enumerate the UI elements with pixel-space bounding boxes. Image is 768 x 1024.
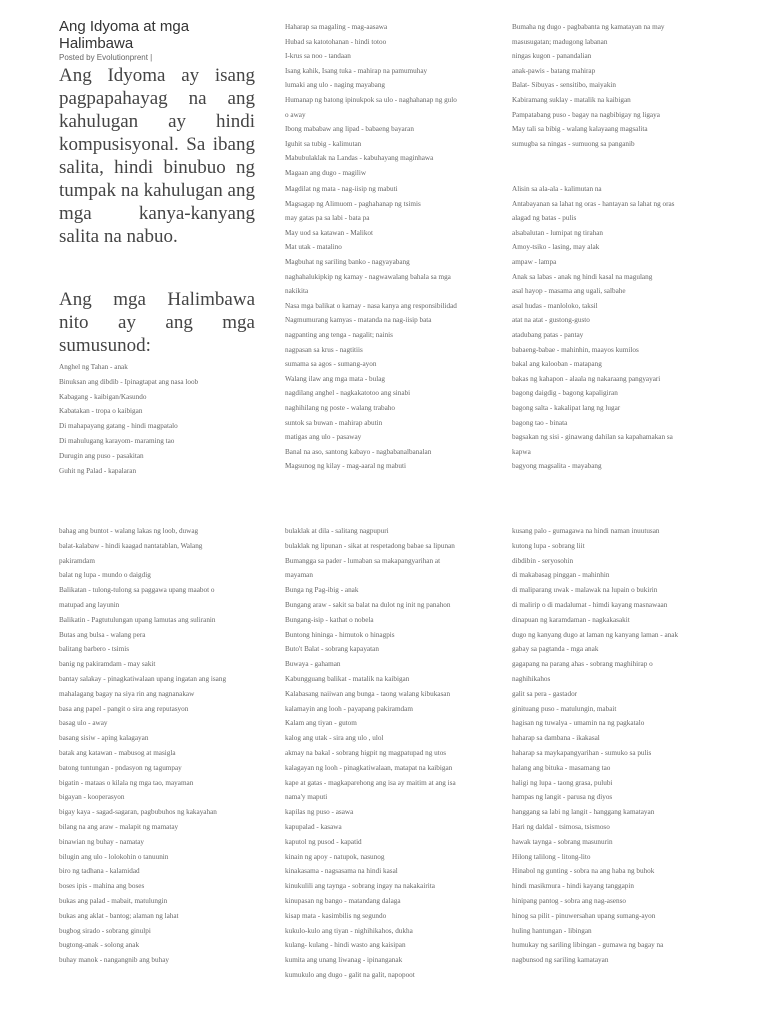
idiom-entry: bahag ang buntot - walang lakas ng loob, duwag xyxy=(59,527,199,535)
idiom-entry: bakas ng kahapon - alaala ng nakaraang pangyayari xyxy=(512,374,661,383)
idiom-entry: nagpasan sa krus - nagtitiis xyxy=(285,345,363,354)
idiom-entry: Amoy-tsiko - lasing, may alak xyxy=(512,243,600,252)
idiom-entry: bantay salakay - pinagkatiwalaan upang ingatan ang isang xyxy=(59,674,227,683)
idiom-entry: bigatin - mataas o kilala ng mga tao, mayaman xyxy=(59,778,194,787)
idiom-entry: Kalam ang tiyan - gutom xyxy=(285,719,357,728)
idiom-entry: batong tuntungan - pndasyon ng tagumpay xyxy=(59,763,182,772)
idiom-entry: Magdilat ng mata - nag-iisip ng mabuti xyxy=(285,185,398,193)
idiom-entry: kumukulo ang dugo - galit na galit, napopoot xyxy=(285,970,415,979)
idiom-entry: kalagayan ng looh - pinagkatiwalaan, matapat na kaibigan xyxy=(285,763,453,772)
idiom-entry: galit sa pera - gastador xyxy=(512,689,578,698)
idiom-entry: Bumangga sa pader - lumaban sa makapangyarihan at xyxy=(285,556,441,565)
idiom-entry: kinain ng apoy - natupok, nasunog xyxy=(285,852,385,861)
idiom-entry: huling hantungan - libingan xyxy=(512,926,592,935)
idiom-entry: gagapang na parang ahas - sobrang maghihirap o xyxy=(512,660,653,669)
idiom-entry: banig ng pakiramdam - may sakit xyxy=(59,660,156,669)
idiom-entry: Banal na aso, santong kabayo - nagbabanalbanalan xyxy=(285,447,432,456)
idiom-entry: atadubang patas - pantay xyxy=(512,330,584,339)
idiom-entry: kulang- kulang - hindi wasto ang kaisipan xyxy=(285,941,406,950)
idiom-entry: haharap sa dambana - ikakasal xyxy=(512,734,600,743)
idiom-entry: balat ng lupa - mundo o daigdig xyxy=(59,571,151,580)
idiom-entry: kapwa xyxy=(512,447,531,456)
idiom-entry: Bungang araw - sakit sa balat na dulot ng init ng panahon xyxy=(285,600,451,609)
idiom-entry: kumita ang unang liwanag - ipinanganak xyxy=(285,956,403,965)
idiom-entry: Walang ilaw ang mga mata - bulag xyxy=(285,374,386,383)
idiom-entry: matigas ang ulo - pasaway xyxy=(285,433,362,442)
idiom-entry: bulaklak at dila - salitang nagpupuri xyxy=(285,527,389,535)
idiom-entry: I-krus sa noo - tandaan xyxy=(285,52,351,61)
idiom-entry: Magaan ang dugo - magiliw xyxy=(285,168,367,177)
idiom-entry: Balikatan - tulong-tulong sa paggawa upang maabot o xyxy=(59,586,215,595)
idiom-entry: Di mahapayang gatang - hindi magpatalo xyxy=(59,422,178,431)
idiom-entry: Butas ang bulsa - walang pera xyxy=(59,630,146,639)
idiom-entry: Ibong mababaw ang lipad - babaeng bayaran xyxy=(285,125,414,134)
idiom-list-top-right-a xyxy=(512,20,712,151)
idiom-entry: Hari ng daldal - tsimosa, tsismoso xyxy=(512,822,610,831)
idiom-entry: bukas ang aklat - bantog; alaman ng lahat xyxy=(59,911,179,920)
idiom-entry: Iguhit sa tubig - kalimutan xyxy=(285,139,362,148)
idiom-entry: balitang barbero - tsimis xyxy=(59,645,130,654)
idiom-entry: Hinabol ng gunting - sobra na ang haba ng buhok xyxy=(512,867,655,876)
idiom-entry: hawak taynga - sobrang masunurin xyxy=(512,837,613,846)
idiom-entry: Humanap ng batong ipinukpok sa ulo - naghahanap ng gulo xyxy=(285,95,457,104)
idiom-entry: bulaklak ng lipunan - sikat at respetadong babae sa lipunan xyxy=(285,541,455,550)
idiom-entry: bukas ang palad - mabait, matulungin xyxy=(59,896,168,905)
idiom-entry: bagyong magsalita - mayabang xyxy=(512,462,602,471)
idiom-entry: Hubad sa katotohanan - hindi totoo xyxy=(285,37,387,46)
idiom-list-top-mid-b xyxy=(285,182,490,474)
idiom-entry: Buwaya - gahaman xyxy=(285,660,341,669)
idiom-entry: kapupalad - kasawa xyxy=(285,822,342,831)
idiom-list-bottom-mid xyxy=(285,524,490,983)
idiom-entry: di maliparang uwak - malawak na lupain o bukirin xyxy=(512,586,658,595)
idiom-list-bottom-right xyxy=(512,524,712,968)
idiom-entry: nama'y maputi xyxy=(285,793,328,802)
title-line-1: Ang Idyoma at mga xyxy=(59,18,190,35)
idiom-entry: Antabayanan sa lahat ng oras - hantayan sa lahat ng oras xyxy=(512,199,675,208)
idiom-entry: dugo ng kanyang dugo at laman ng kanyang laman - anak xyxy=(512,630,679,639)
idiom-entry: gabay sa pagtanda - mga anak xyxy=(512,645,599,654)
idiom-entry: Bumaha ng dugo - pagbabanta ng kamatayan na may xyxy=(512,23,665,31)
idiom-entry: basa ang papel - pangit o sira ang reputasyon xyxy=(59,704,189,713)
title-line-2: Halimbawa xyxy=(59,35,134,52)
posted-by: Posted by Evolutionprent | xyxy=(59,53,153,62)
idiom-entry: Guhit ng Palad - kapalaran xyxy=(59,466,137,475)
idiom-entry: nagbunsod ng sariling kamatayan xyxy=(512,956,609,965)
idiom-entry: alagad ng batas - pulis xyxy=(512,214,577,223)
idiom-entry: nagpanting ang tenga - nagalit; nainis xyxy=(285,330,393,339)
idiom-entry: Nagmumurang kamyas - matanda na nag-iisip bata xyxy=(285,316,432,325)
idiom-entry: may gatas pa sa labi - bata pa xyxy=(285,214,370,223)
idiom-entry: alsabalutan - lumipat ng tirahan xyxy=(512,228,604,237)
idiom-entry: balat-kalabaw - hindi kaagad nantatablan, Walang xyxy=(59,541,203,550)
idiom-entry: buhay manok - nangangnib ang buhay xyxy=(59,956,169,965)
idiom-entry: sumama sa agos - sumang-ayon xyxy=(285,360,377,369)
idiom-entry: di malirip o di madalumat - himdi kayang masnawaan xyxy=(512,600,668,609)
idiom-entry: Pampatabang puso - bagay na nagbibigay ng ligaya xyxy=(512,110,660,119)
idiom-entry: matupad ang layunin xyxy=(59,600,120,609)
idiom-entry: asal hudas - manloloko, taksil xyxy=(512,301,598,310)
idiom-entry: akmay na bakal - sobrang higpit ng magpatupad ng utos xyxy=(285,748,447,757)
idiom-entry: ampaw - lampa xyxy=(512,257,557,266)
idiom-entry: Di mahulugang karayom- maraming tao xyxy=(59,436,175,445)
idiom-entry: bagong tao - binata xyxy=(512,418,568,427)
idiom-entry: Magbuhat ng sariling banko - nagyayabang xyxy=(285,257,410,266)
idiom-entry: dibdibin - seryosohin xyxy=(512,556,574,565)
idiom-entry: Anghel ng Tahan - anak xyxy=(59,363,128,371)
idiom-entry: masusugatan; madugong labanan xyxy=(512,37,608,46)
idiom-entry: Binuksan ang dibdib - Ipinagtapat ang nasa loob xyxy=(59,377,199,386)
article-title xyxy=(59,18,259,52)
idiom-entry: babaeng-babae - mahinhin, maayos kumilos xyxy=(512,345,639,354)
idiom-entry: Balat- Sibuyas - sensitibo, maiyakin xyxy=(512,81,617,90)
idiom-entry: asal hayop - masama ang ugali, salbahe xyxy=(512,287,626,296)
idiom-entry: halang ang bituka - masamang tao xyxy=(512,763,611,772)
idiom-entry: bilugin ang ulo - lolokohin o tanuunin xyxy=(59,852,169,861)
idiom-entry: basag ulo - away xyxy=(59,719,108,728)
idiom-entry: May tali sa bibig - walang kalayaang magsalita xyxy=(512,125,648,134)
idiom-entry: Magsunog ng kilay - mag-aaral ng mabuti xyxy=(285,462,406,471)
idiom-list-bottom-left xyxy=(59,524,264,968)
idiom-entry: Kabagang - kaibigan/Kasundo xyxy=(59,392,147,401)
idiom-entry: kinukulili ang taynga - sobrang ingay na nakakairita xyxy=(285,882,435,891)
idiom-entry: atat na atat - gustong-gusto xyxy=(512,316,590,325)
idiom-entry: naghihilang ng poste - walang trabaho xyxy=(285,403,395,412)
idiom-entry: Mat utak - matalino xyxy=(285,243,342,252)
idiom-entry: bagong salta - kakalipat lang ng lugar xyxy=(512,403,621,412)
idiom-entry: Isang kahik, Isang tuka - mahirap na pamumuhay xyxy=(285,66,428,75)
idiom-entry: Buntong hininga - himutok o hinagpis xyxy=(285,630,395,639)
idiom-entry: kinupasan ng bango - matandang dalaga xyxy=(285,896,401,905)
idiom-entry: hinipang pantog - sobra ang nag-asenso xyxy=(512,896,626,905)
idiom-entry: Mabubulaklak na Landas - kabuhayang maginhawa xyxy=(285,154,434,163)
idiom-entry: sumugba sa ningas - sumuong sa panganib xyxy=(512,139,635,148)
idiom-entry: hanggang sa labi ng langit - hanggang kamatayan xyxy=(512,808,655,817)
idiom-entry: Kalabasang naiiwan ang bunga - taong walang kibukasan xyxy=(285,689,451,698)
idiom-entry: Bungang-isip - kathat o nobela xyxy=(285,615,374,624)
idiom-entry: bigay kaya - sagad-sagaran, pagbubuhos ng kakayahan xyxy=(59,808,217,817)
idiom-list-top-left xyxy=(59,360,259,478)
idiom-entry: Alisin sa ala-ala - kalimutan na xyxy=(512,185,602,193)
idiom-entry: boses ipis - mahina ang boses xyxy=(59,882,145,891)
idiom-entry: Kabiramang suklay - matalik na kaibigan xyxy=(512,95,631,104)
idiom-entry: biro ng tadhana - kalamidad xyxy=(59,867,140,876)
idiom-entry: kisap mata - kasimbilis ng segundo xyxy=(285,911,387,920)
idiom-entry: Balikatin - Pagtutulungan upang lamutas ang suliranin xyxy=(59,615,216,624)
idiom-entry: Kabungguang balikat - matalik na kaibigan xyxy=(285,674,410,683)
idiom-entry: Hilong talilong - litong-lito xyxy=(512,852,591,861)
idiom-entry: kutong lupa - sobrang liit xyxy=(512,541,585,550)
idiom-entry: kalog ang utak - sira ang ulo , ulol xyxy=(285,734,384,743)
idiom-entry: kaputol ng pusod - kapatid xyxy=(285,837,362,846)
idiom-entry: binawian ng buhay - namatay xyxy=(59,837,145,846)
idiom-entry: kinakasama - nagsasama na hindi kasal xyxy=(285,867,398,876)
idiom-entry: Durugin ang puso - pasakitan xyxy=(59,451,144,460)
idiom-entry: hindi masikmura - hindi kayang tanggapin xyxy=(512,882,634,891)
idiom-entry: dinapuan ng karamdaman - nagkakasakit xyxy=(512,615,630,624)
idiom-entry: di makabasag pinggan - mahinhin xyxy=(512,571,610,580)
idiom-entry: humukay ng sariling libingan - gumawa ng bagay na xyxy=(512,941,664,950)
idiom-entry: kalamayin ang looh - payapang pakiramdam xyxy=(285,704,413,713)
idiom-entry: pakiramdam xyxy=(59,556,95,565)
idiom-entry: mahalagang bagay na siya rin ang nagnanakaw xyxy=(59,689,195,698)
idiom-entry: Anak sa labas - anak ng hindi kasal na magulang xyxy=(512,272,653,281)
idiom-entry: May uod sa katawan - Malikot xyxy=(285,228,374,237)
idiom-entry: Nasa mga balikat o kamay - nasa kanya ang responsibilidad xyxy=(285,301,457,310)
idiom-entry: hagisan ng tuwalya - umamin na ng pagkatalo xyxy=(512,719,645,728)
idiom-entry: bilang na ang araw - malapit ng mamatay xyxy=(59,822,179,831)
idiom-entry: kapilas ng puso - asawa xyxy=(285,808,354,817)
idiom-entry: naghahalukipkip ng kamay - nagwawalang bahala sa mga xyxy=(285,272,451,281)
idiom-entry: Magsagap ng Alimuom - paghahanap ng tsimis xyxy=(285,199,421,208)
idiom-entry: naghihikahos xyxy=(512,674,551,683)
idiom-entry: anak-pawis - batang mahirap xyxy=(512,66,596,75)
idiom-entry: Bunga ng Pag-ibig - anak xyxy=(285,586,359,595)
idiom-entry: basang sisiw - aping kalagayan xyxy=(59,734,149,743)
idiom-entry: bugbog sirado - sobrang ginulpi xyxy=(59,926,151,935)
idiom-entry: batak ang katawan - mabusog at masigla xyxy=(59,748,176,757)
idiom-entry: mayaman xyxy=(285,571,313,580)
idiom-entry: bigayan - kooperasyon xyxy=(59,793,125,802)
idiom-entry: Kabatakan - tropa o kaibigan xyxy=(59,407,143,416)
idiom-entry: hampas ng langit - parusa ng diyos xyxy=(512,793,613,802)
idiom-entry: bakal ang kalooban - matapang xyxy=(512,360,602,369)
idiom-entry: hinog sa pilit - pinuwersahan upang sumang-ayon xyxy=(512,911,656,920)
idiom-entry: bagong daigdig - bagong kapaligiran xyxy=(512,389,618,398)
idiom-entry: lumaki ang ulo - naging mayabang xyxy=(285,81,386,90)
idiom-list-top-mid-a xyxy=(285,20,490,181)
idiom-entry: kusang palo - gumagawa na hindi naman inuutusan xyxy=(512,527,660,535)
idiom-entry: haligi ng lupa - taong grasa, pulubi xyxy=(512,778,613,787)
idiom-entry: ningas kugon - panandalian xyxy=(512,52,592,61)
idiom-entry: o away xyxy=(285,110,306,119)
idiom-list-top-right-b xyxy=(512,182,712,474)
idiom-entry: bagsakan ng sisi - ginawang dahilan sa kapahamakan sa xyxy=(512,433,673,442)
idiom-entry: bugtong-anak - solong anak xyxy=(59,941,140,950)
idiom-entry: kukulo-kulo ang tiyan - nighihikahos, dukha xyxy=(285,926,413,935)
intro-paragraph: Ang Idyoma ay isang pagpapahayag na ang kahulugan ay hindi kompusisyonal. Sa ibang salita, hindi binubuo ng tumpak na kahulugan ang mga kanya-kanyang salita na nabuo. xyxy=(59,65,255,247)
idiom-entry: nakikita xyxy=(285,287,309,296)
examples-heading: Ang mga Halimbawa nito ay ang mga sumusunod: xyxy=(59,289,255,356)
idiom-entry: haharap sa maykapangyarihan - sumuko sa pulis xyxy=(512,748,652,757)
idiom-entry: Buto't Balat - sobrang kapayatan xyxy=(285,645,379,654)
idiom-entry: nagdilang anghel - nagkakatotoo ang sinabi xyxy=(285,389,411,398)
idiom-entry: ginituang puso - matulungin, mabait xyxy=(512,704,617,713)
idiom-entry: kape at gatas - magkaparehong ang isa ay maitim at ang isa xyxy=(285,778,456,787)
idiom-entry: Haharap sa magaling - mag-aasawa xyxy=(285,23,388,31)
idiom-entry: suntok sa buwan - mahirap abutin xyxy=(285,418,383,427)
